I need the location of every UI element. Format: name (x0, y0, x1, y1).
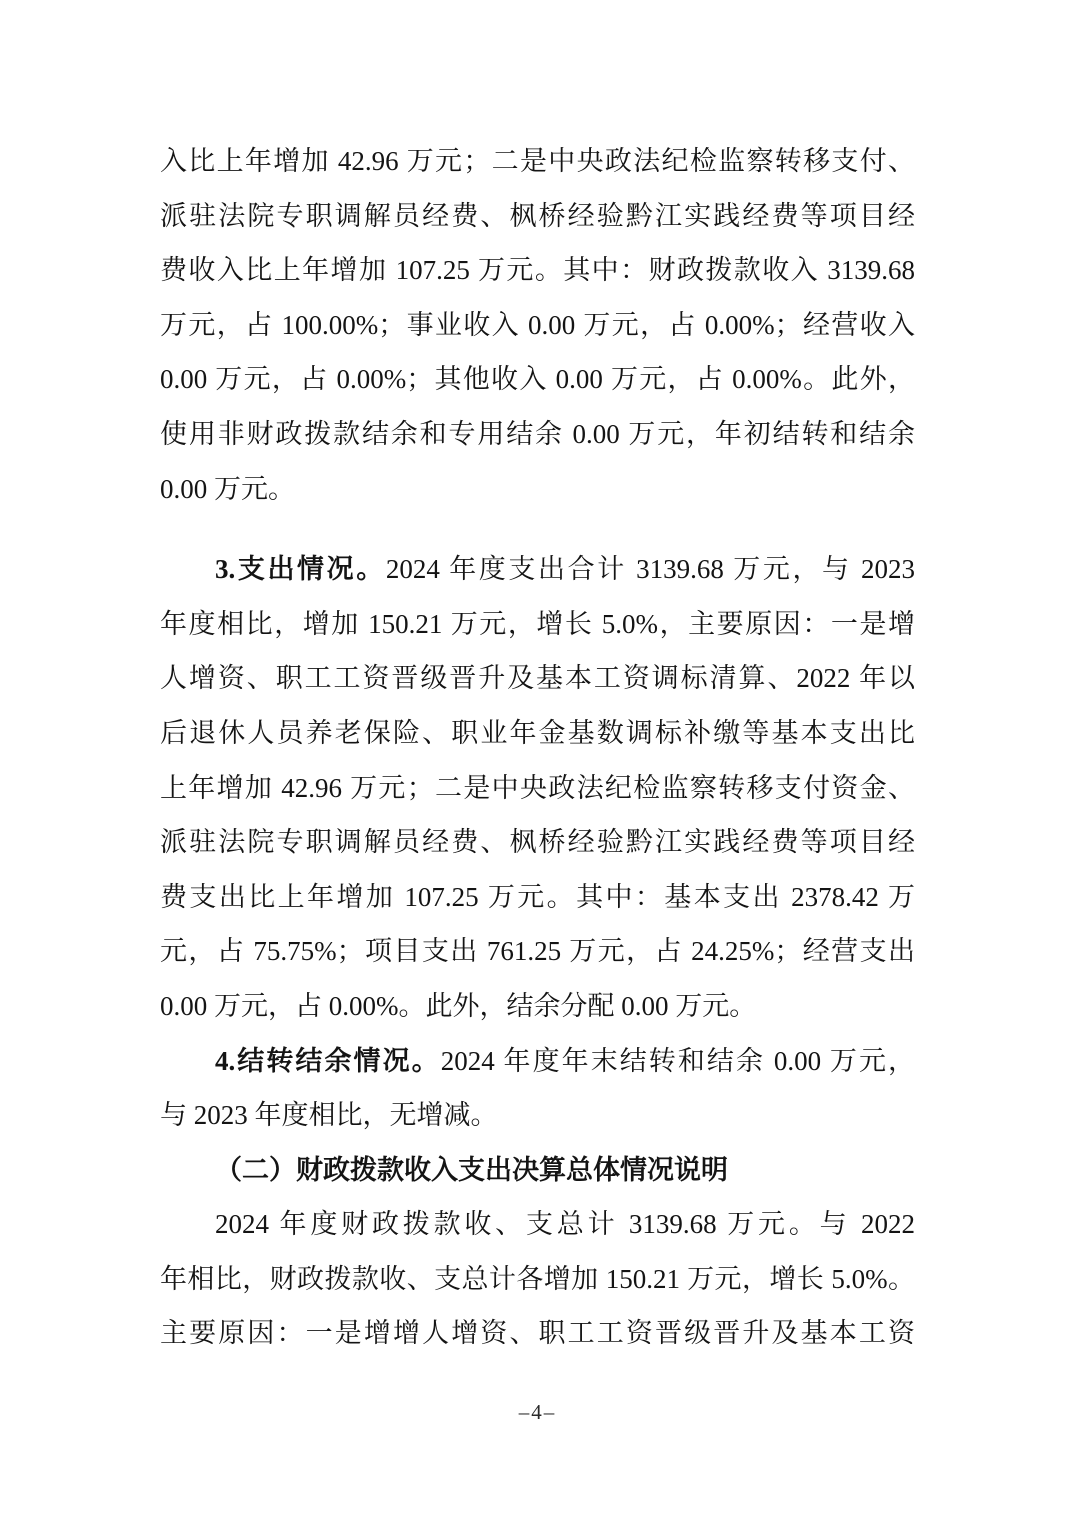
text-line (160, 597, 915, 652)
text-line (160, 1034, 915, 1089)
line-text: 后退休人员养老保险、职业年金基数调标补缴等基本支出比 (160, 717, 915, 748)
text-line (160, 1306, 915, 1361)
line-text: 费支出比上年增加 107.25 万元。其中：基本支出 2378.42 万 (160, 881, 915, 912)
line-text: 派驻法院专职调解员经费、枫桥经验黔江实践经费等项目经 (160, 827, 915, 858)
bold-lead-text: （二）财政拨款收入支出决算总体情况说明 (215, 1154, 728, 1185)
line-text: 2024 年度年末结转和结余 0.00 万元， (440, 1045, 915, 1076)
text-line (160, 1088, 915, 1143)
line-text: 元，占 75.75%；项目支出 761.25 万元，占 24.25%；经营支出 (160, 936, 915, 967)
text-line (160, 924, 915, 979)
bold-lead-text: 3.支出情况。 (215, 554, 386, 585)
line-text: 使用非财政拨款结余和专用结余 0.00 万元，年初结转和结余 (160, 418, 915, 449)
line-text: 万元，占 100.00%；事业收入 0.00 万元，占 0.00%；经营收入 (160, 309, 915, 340)
text-line (160, 1197, 915, 1252)
line-text: 年度相比，增加 150.21 万元，增长 5.0%，主要原因：一是增 (160, 608, 915, 639)
line-text: 年相比，财政拨款收、支总计各增加 150.21 万元，增长 5.0%。 (160, 1263, 915, 1294)
line-text: 2024 年度支出合计 3139.68 万元，与 2023 (385, 554, 915, 585)
text-line (160, 651, 915, 706)
line-text: 2024 年度财政拨款收、支总计 3139.68 万元。与 2022 (215, 1209, 915, 1240)
text-line (160, 462, 915, 517)
line-text: 费收入比上年增加 107.25 万元。其中：财政拨款收入 3139.68 (160, 255, 915, 286)
line-text: 主要原因：一是增增人增资、职工工资晋级晋升及基本工资 (160, 1318, 915, 1349)
text-line (160, 407, 915, 462)
text-line (160, 815, 915, 870)
text-line (160, 1252, 915, 1307)
text-line (160, 189, 915, 244)
line-text: 与 2023 年度相比，无增减。 (160, 1100, 498, 1131)
line-text: 0.00 万元，占 0.00%；其他收入 0.00 万元，占 0.00%。此外， (160, 364, 915, 395)
text-line (160, 352, 915, 407)
line-text: 0.00 万元。 (160, 473, 295, 504)
text-line (160, 706, 915, 761)
text-line (160, 243, 915, 298)
line-text: 入比上年增加 42.96 万元；二是中央政法纪检监察转移支付、 (160, 146, 915, 176)
text-line (160, 542, 915, 597)
line-text: 人增资、职工工资晋级晋升及基本工资调标清算、2022 年以 (160, 663, 915, 694)
text-line (160, 134, 915, 189)
bold-lead-text: 4.结转结余情况。 (215, 1045, 441, 1076)
text-line (160, 870, 915, 925)
page-number: –4– (518, 1400, 557, 1424)
line-text: 上年增加 42.96 万元；二是中央政法纪检监察转移支付资金、 (160, 772, 915, 803)
text-line (160, 761, 915, 816)
line-text: 0.00 万元，占 0.00%。此外，结余分配 0.00 万元。 (160, 990, 757, 1021)
line-text: 派驻法院专职调解员经费、枫桥经验黔江实践经费等项目经 (160, 200, 915, 231)
text-line (160, 298, 915, 353)
document-body (160, 134, 915, 1361)
text-line (160, 1143, 915, 1198)
text-line (160, 979, 915, 1034)
